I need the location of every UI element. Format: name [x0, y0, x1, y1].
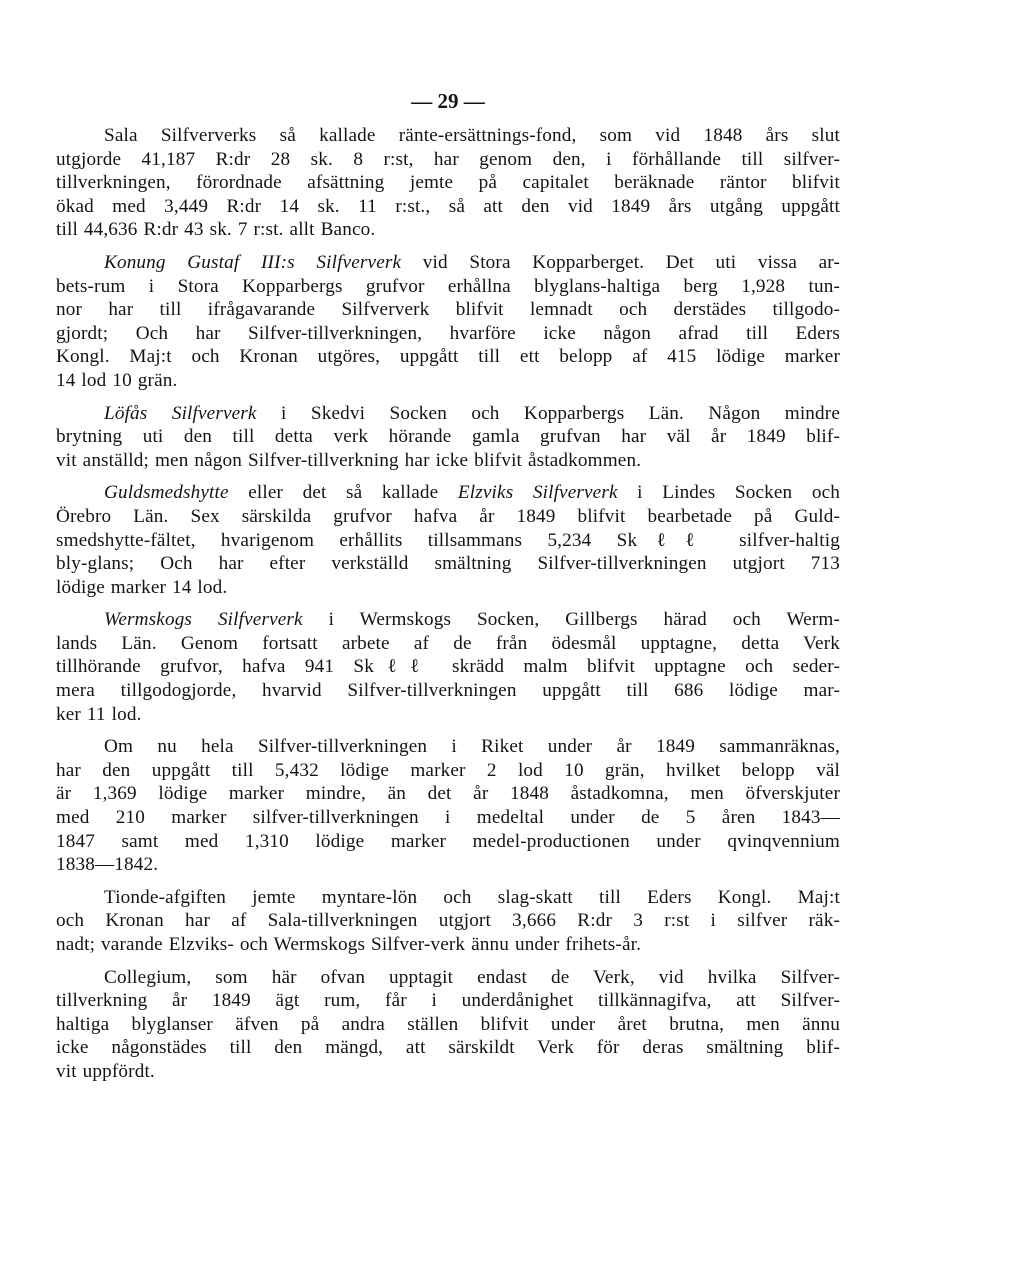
text-line: bly-glans; Och har efter verkställd smältning Silfver-tillverkningen utgjort 713: [56, 553, 840, 575]
paragraph-tionde: [56, 886, 840, 957]
text-line: är 1,369 lödige marker mindre, än det år 1848 åstadkomna, men öfverskjuter: [56, 783, 840, 805]
text-line: tillverkning år 1849 ägt rum, får i underdånighet tillkännagifva, att Silfver-: [56, 990, 840, 1012]
works-name: Konung Gustaf III:s Silfververk: [104, 251, 402, 273]
paragraph-gustaf: [56, 251, 840, 393]
text-run: i Skedvi Socken och Kopparbergs Län. Någon mindre: [256, 402, 840, 424]
text-line: Örebro Län. Sex särskilda grufvor hafva år 1849 blifvit bearbetade på Guld-: [56, 505, 840, 527]
text-line: Sala Silfververks så kallade ränte-ersättnings-fond, som vid 1848 års slut: [104, 125, 840, 146]
text-line: Om nu hela Silfver-tillverkningen i Riket under år 1849 sammanräknas,: [104, 736, 840, 758]
text-line: vit anställd; men någon Silfver-tillverkning har icke blifvit åstadkommen.: [56, 449, 642, 471]
text-line: 1838—1842.: [56, 854, 159, 876]
text-line: och Kronan har af Sala-tillverkningen utgjort 3,666 R:dr 3 r:st i silfver räk-: [56, 910, 840, 932]
text-line: 1847 samt med 1,310 lödige marker medel-productionen under qvinqvennium: [56, 830, 840, 852]
text-line: smedshytte-fältet, hvarigenom erhållits tillsammans 5,234 Skℓℓ silfver-haltig: [56, 529, 840, 551]
paragraph-collegium: [56, 966, 840, 1084]
paragraph-wermskog: [56, 608, 840, 726]
text-line: har den uppgått till 5,432 lödige marker 2 lod 10 grän, hvilket belopp väl: [56, 759, 840, 781]
page-number: — 29 —: [411, 89, 485, 113]
text-line: lödige marker 14 lod.: [56, 576, 228, 598]
text-line: bets-rum i Stora Kopparbergs grufvor erhållna blyglans-haltiga berg 1,928 tun-: [56, 275, 840, 297]
works-name: Wermskogs Silfververk: [104, 609, 303, 631]
text-line: ökad med 3,449 R:dr 14 sk. 11 r:st., så att den vid 1849 års utgång uppgått: [56, 195, 840, 217]
text-line: [56, 251, 840, 275]
text-line: [56, 481, 840, 505]
paragraph-summary: [56, 735, 840, 877]
works-name: Löfås Silfververk: [104, 402, 257, 424]
text-line: lands Län. Genom fortsatt arbete af de från ödesmål upptagne, detta Verk: [56, 632, 840, 654]
works-name: Elzviks Silfververk: [457, 482, 618, 504]
text-run: vid Stora Kopparberget. Det uti vissa ar-: [401, 251, 841, 273]
text-line: Collegium, som här ofvan upptagit endast de Verk, vid hvilka Silfver-: [104, 966, 840, 988]
text-run: eller det så kallade: [228, 482, 458, 504]
paragraph-sala: [56, 124, 840, 242]
text-line: nor har till ifrågavarande Silfververk blifvit lemnadt och derstädes tillgodo-: [56, 299, 840, 321]
text-run: i Wermskogs Socken, Gillbergs härad och Werm-: [302, 609, 841, 631]
text-line: mera tillgodogjorde, hvarvid Silfver-tillverkningen uppgått till 686 lödige mar-: [56, 680, 840, 702]
text-line: Kongl. Maj:t och Kronan utgöres, uppgått till ett belopp af 415 lödige marker: [56, 346, 840, 368]
text-line: brytning uti den till detta verk hörande gamla grufvan har väl år 1849 blif-: [56, 426, 840, 448]
paragraph-lofas: [56, 402, 840, 473]
text-line: [56, 608, 840, 632]
text-line: 14 lod 10 grän.: [56, 369, 178, 391]
paragraph-guldsmedshytte: [56, 481, 840, 599]
text-line: tillhörande grufvor, hafva 941 Skℓℓ skrädd malm blifvit upptagne och seder-: [56, 656, 840, 678]
text-line: [56, 402, 840, 426]
text-line: Tionde-afgiften jemte myntare-lön och slag-skatt till Eders Kongl. Maj:t: [104, 886, 840, 908]
text-line: ker 11 lod.: [56, 703, 142, 725]
text-line: med 210 marker silfver-tillverkningen i medeltal under de 5 åren 1843—: [56, 807, 840, 829]
page-body: [56, 86, 840, 1093]
text-line: gjordt; Och har Silfver-tillverkningen, hvarföre icke någon afrad till Eders: [56, 322, 840, 344]
works-name: Guldsmedshytte: [104, 482, 229, 504]
text-run: i Lindes Socken och: [617, 482, 840, 504]
text-line: tillverkningen, förordnade afsättning jemte på capitalet beräknade räntor blifvit: [56, 172, 840, 194]
text-line: vit uppfördt.: [56, 1060, 155, 1082]
text-line: icke någonstädes till den mängd, att särskildt Verk för deras smältning blif-: [56, 1037, 840, 1059]
text-line: haltiga blyglanser äfven på andra ställen blifvit under året brutna, men ännu: [56, 1013, 840, 1035]
text-line: till 44,636 R:dr 43 sk. 7 r:st. allt Banco.: [56, 219, 376, 241]
text-line: nadt; varande Elzviks- och Wermskogs Silfver-verk ännu under frihets-år.: [56, 934, 642, 955]
text-line: utgjorde 41,187 R:dr 28 sk. 8 r:st, har genom den, i förhållande till silfver-: [56, 148, 840, 170]
